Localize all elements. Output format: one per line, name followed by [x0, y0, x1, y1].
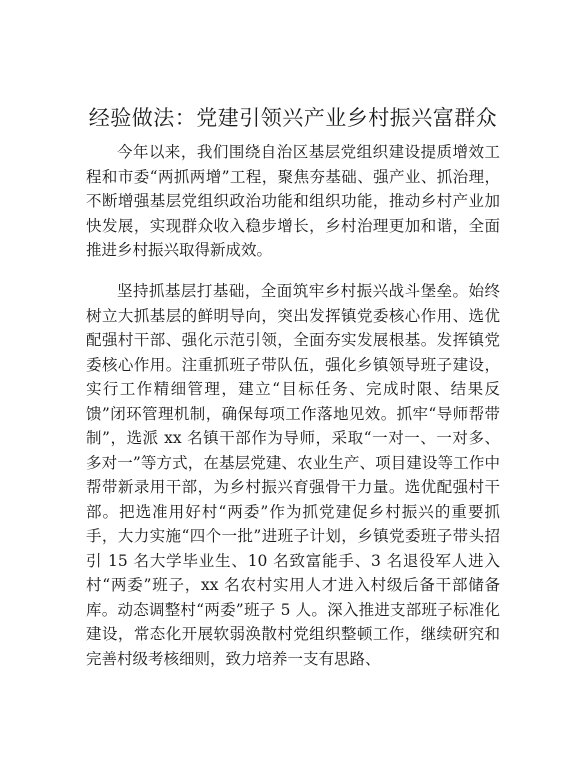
paragraph-grassroots: 坚持抓基层打基础，全面筑牢乡村振兴战斗堡垒。始终树立大抓基层的鲜明导向，突出发挥镇党委核心作用、选优配强村干部、强化示范引领，全面夯实发展根基。发挥镇党委核心作用。注重抓班子带队伍，强化乡镇领导班子建设，实行工作精细管理，建立“目标任务、完成时限、结果反馈”闭环管理机制，确保每项工作落地见效。抓牢“导师帮带制”，选派 xx 名镇干部作为导师，采取“一对一、一对多、多对一”等方式，在基层党建、农业生产、项目建设等工作中帮带新录用干部，为乡村振兴育强骨干力量。选优配强村干部。把选准用好村“两委”作为抓党建促乡村振兴的重要抓手，大力实施“四个一批”进班子计划，乡镇党委班子带头招引 15 名大学毕业生、10 名致富能手、3 名退役军人进入村“两委”班子，xx 名农村实用人才进入村级后备干部储备库。动态调整村“两委”班子 5 人。深入推进支部班子标准化建设，常态化开展软弱涣散村党组织整顿工作，继续研究和完善村级考核细则，致力培养一支有思路、	[86, 282, 500, 668]
document-title: 经验做法：党建引领兴产业乡村振兴富群众	[88, 106, 498, 130]
paragraph-intro: 今年以来，我们围绕自治区基层党组织建设提质增效工程和市委“两抓两增”工程，聚焦夯基础、强产业、抓治理，不断增强基层党组织政治功能和组织功能，推动乡村产业加快发展，实现群众收入稳步增长，乡村治理更加和谐，全面推进乡村振兴取得新成效。	[86, 143, 500, 259]
